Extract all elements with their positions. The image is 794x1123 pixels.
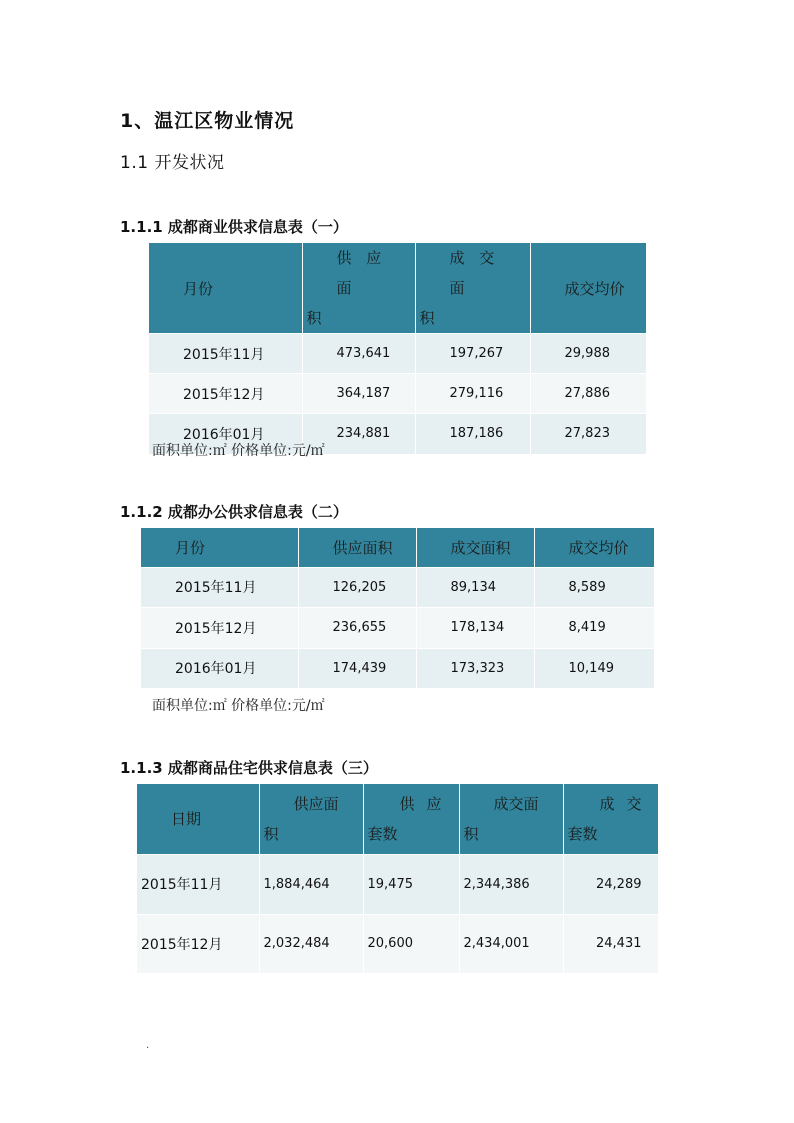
cell-month: 2016年01月: [141, 648, 298, 688]
table-row: [149, 334, 646, 374]
residential-supply-table: [137, 784, 659, 973]
header-deal-area: 成交面积: [416, 528, 534, 567]
table-header-row: [149, 243, 646, 334]
table-row: [141, 648, 654, 688]
header-supply-area: 供应面积: [298, 528, 416, 567]
cell-supply-units: 19,475: [363, 854, 459, 914]
cell-date: 2015年12月: [137, 914, 259, 973]
cell-month: 2015年12月: [149, 374, 302, 414]
table-1-title: 1.1.1 成都商业供求信息表（一）: [120, 218, 348, 236]
cell-month: 2015年11月: [141, 567, 298, 607]
cell-avg-price: 27,886: [530, 374, 646, 414]
cell-supply-area: 234,881: [302, 414, 415, 454]
header-month: 月份: [149, 243, 302, 334]
table-header-row: [141, 528, 654, 567]
cell-deal-area: 173,323: [416, 648, 534, 688]
units-note: 面积单位:㎡ 价格单位:元/㎡: [152, 698, 325, 714]
cell-avg-price: 10,149: [534, 648, 654, 688]
cell-supply-area: 236,655: [298, 607, 416, 648]
units-note: 面积单位:㎡ 价格单位:元/㎡: [152, 443, 325, 459]
cell-avg-price: 27,823: [530, 414, 646, 454]
cell-deal-area: 2,434,001: [459, 914, 563, 973]
cell-supply-units: 20,600: [363, 914, 459, 973]
cell-avg-price: 29,988: [530, 334, 646, 374]
cell-deal-units: 24,431: [563, 914, 658, 973]
cell-date: 2015年11月: [137, 854, 259, 914]
cell-month: 2016年01月: [149, 414, 302, 454]
footer-mark: .: [146, 1040, 150, 1051]
commercial-supply-table: [149, 243, 647, 454]
cell-avg-price: 8,589: [534, 567, 654, 607]
table-row: [137, 854, 658, 914]
subsection-heading: 1.1 开发状况: [120, 153, 225, 173]
cell-avg-price: 8,419: [534, 607, 654, 648]
header-supply-area: 供 应 面 积: [302, 243, 415, 334]
header-deal-area: 成 交 面 积: [415, 243, 530, 334]
header-supply-area: 供应面 积: [259, 784, 363, 854]
header-date: 日期: [137, 784, 259, 854]
cell-supply-area: 174,439: [298, 648, 416, 688]
table-2-title: 1.1.2 成都办公供求信息表（二）: [120, 503, 348, 521]
cell-deal-area: 187,186: [415, 414, 530, 454]
table-header-row: [137, 784, 658, 854]
header-month: 月份: [141, 528, 298, 567]
cell-supply-area: 1,884,464: [259, 854, 363, 914]
cell-supply-area: 473,641: [302, 334, 415, 374]
header-avg-price: 成交均价: [534, 528, 654, 567]
cell-deal-area: 279,116: [415, 374, 530, 414]
table-row: [149, 374, 646, 414]
header-deal-area: 成交面 积: [459, 784, 563, 854]
table-row: [141, 567, 654, 607]
cell-month: 2015年11月: [149, 334, 302, 374]
header-supply-units: 供应 套数: [363, 784, 459, 854]
office-supply-table: [141, 528, 655, 688]
header-deal-units: 成交 套数: [563, 784, 658, 854]
cell-deal-units: 24,289: [563, 854, 658, 914]
cell-supply-area: 364,187: [302, 374, 415, 414]
table-row: [141, 607, 654, 648]
cell-supply-area: 2,032,484: [259, 914, 363, 973]
table-row: [137, 914, 658, 973]
cell-deal-area: 2,344,386: [459, 854, 563, 914]
cell-deal-area: 89,134: [416, 567, 534, 607]
cell-supply-area: 126,205: [298, 567, 416, 607]
cell-deal-area: 178,134: [416, 607, 534, 648]
table-3-title: 1.1.3 成都商品住宅供求信息表（三）: [120, 759, 378, 777]
cell-month: 2015年12月: [141, 607, 298, 648]
cell-deal-area: 197,267: [415, 334, 530, 374]
section-heading: 1、温江区物业情况: [120, 110, 295, 132]
header-avg-price: 成交均价: [530, 243, 646, 334]
